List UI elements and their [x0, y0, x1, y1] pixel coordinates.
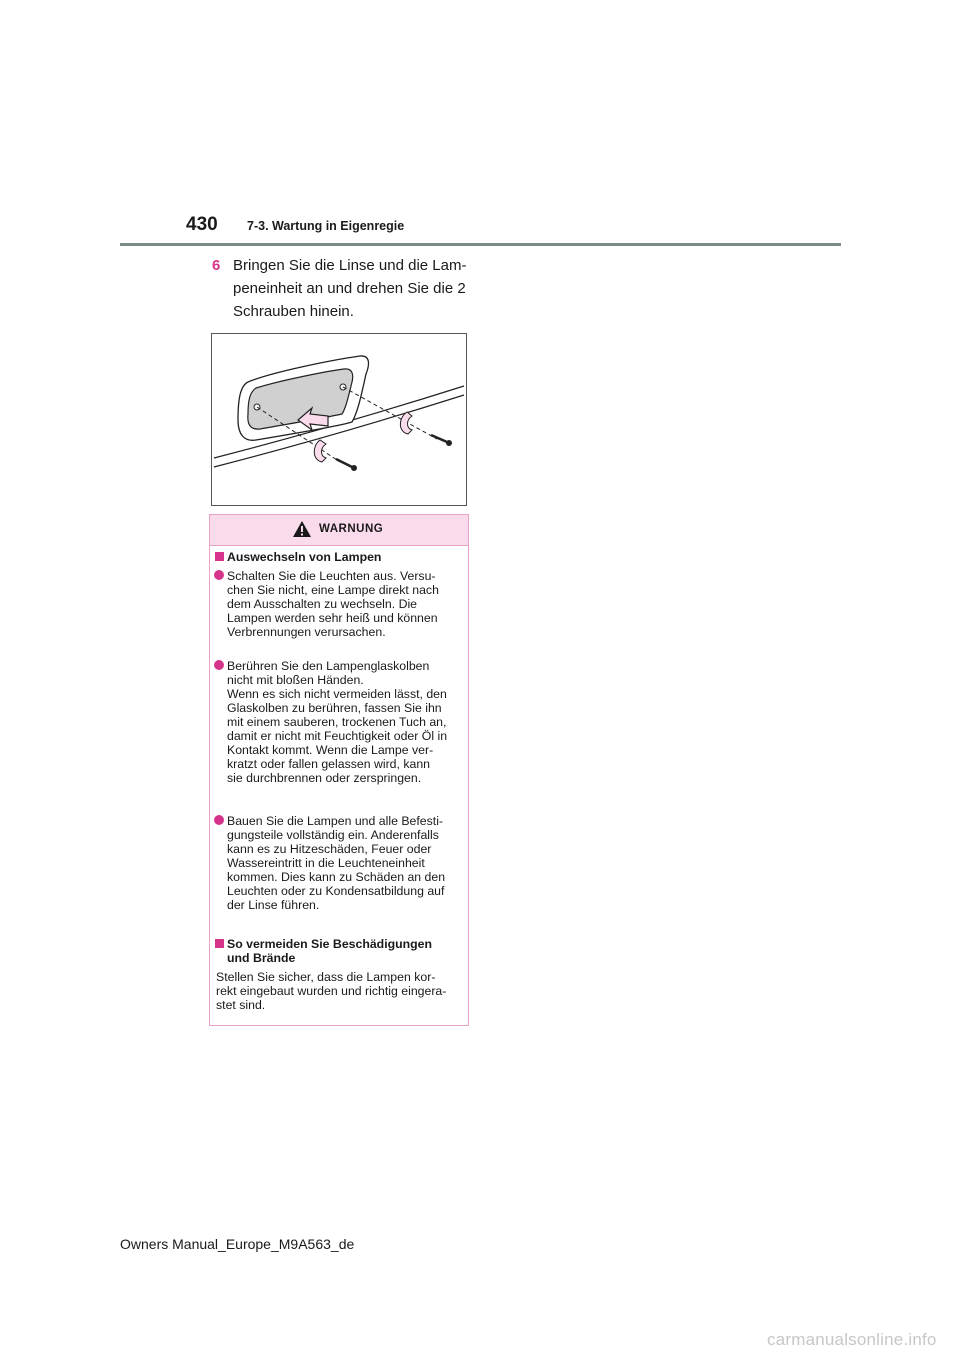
lamp-installation-illustration [211, 333, 467, 506]
heading-line: und Brände [227, 951, 296, 965]
bullet-line: kratzt oder fallen gelassen wird, kann [227, 757, 431, 771]
bullet-line: Glaskolben zu berühren, fassen Sie ihn [227, 701, 442, 715]
warning-title: WARNUNG [319, 523, 384, 535]
watermark: carmanualsonline.info [767, 1330, 937, 1349]
bullet-line: Schalten Sie die Leuchten aus. Versu- [227, 569, 436, 583]
screw-left [336, 459, 357, 471]
step-line: Bringen Sie die Linse und die Lam- [233, 257, 467, 274]
lamp-illustration-svg [212, 334, 466, 505]
step-text [233, 254, 478, 323]
bullet-line: Bauen Sie die Lampen und alle Befesti- [227, 814, 444, 828]
square-bullet-icon [215, 552, 224, 561]
bullet-line: dem Ausschalten zu wechseln. Die [227, 597, 418, 611]
warning-bullet-1 [227, 569, 465, 639]
bullet-line: gungsteile vollständig ein. Anderenfalls [227, 828, 439, 842]
warning-heading-1 [227, 550, 381, 564]
bullet-line: Wenn es sich nicht vermeiden lässt, den [227, 687, 447, 701]
paragraph-line: Stellen Sie sicher, dass die Lampen kor- [216, 970, 436, 984]
bullet-line: nicht mit bloßen Händen. [227, 673, 364, 687]
warning-bullet-2 [227, 659, 465, 785]
heading-text: Auswechseln von Lampen [227, 550, 382, 564]
header-divider [120, 243, 841, 246]
step-line: Schrauben hinein. [233, 303, 354, 320]
clip-right [400, 412, 412, 434]
paragraph-line: rekt eingebaut wurden und richtig eingera- [216, 984, 447, 998]
paragraph-line: stet sind. [216, 998, 266, 1012]
guide-line-right [343, 387, 437, 439]
page-number: 430 [186, 214, 218, 235]
bullet-line: Leuchten oder zu Kondensatbildung auf [227, 884, 445, 898]
circle-bullet-icon [214, 660, 224, 670]
screw-right [431, 435, 452, 446]
bullet-line: Verbrennungen verursachen. [227, 625, 386, 639]
section-title: 7-3. Wartung in Eigenregie [247, 219, 405, 233]
square-bullet-icon [215, 939, 224, 948]
heading-line: So vermeiden Sie Beschädigungen [227, 937, 433, 951]
bullet-line: Lampen werden sehr heiß und können [227, 611, 438, 625]
step-number: 6 [212, 257, 221, 274]
bullet-line: chen Sie nicht, eine Lampe direkt nach [227, 583, 439, 597]
footer-doc-id: Owners Manual_Europe_M9A563_de [120, 1236, 355, 1252]
bullet-line: sie durchbrennen oder zerspringen. [227, 771, 422, 785]
warning-bullet-3 [227, 814, 465, 912]
circle-bullet-icon [214, 570, 224, 580]
step-line: peneinheit an und drehen Sie die 2 [233, 280, 466, 297]
bullet-line: Kontakt kommt. Wenn die Lampe ver- [227, 743, 434, 757]
warning-heading-2 [227, 937, 432, 965]
bullet-line: der Linse führen. [227, 898, 320, 912]
warning-triangle-icon [292, 520, 312, 538]
bullet-line: damit er nicht mit Feuchtigkeit oder Öl in [227, 729, 448, 743]
bullet-line: mit einem sauberen, trockenen Tuch an, [227, 715, 447, 729]
warning-box [209, 514, 469, 1026]
bullet-line: Wassereintritt in die Leuchteneinheit [227, 856, 425, 870]
warning-paragraph [216, 970, 466, 1012]
bullet-line: kann es zu Hitzeschäden, Feuer oder [227, 842, 432, 856]
warning-header [210, 515, 468, 546]
bullet-line: Berühren Sie den Lampenglaskolben [227, 659, 430, 673]
circle-bullet-icon [214, 815, 224, 825]
bullet-line: kommen. Dies kann zu Schäden an den [227, 870, 446, 884]
